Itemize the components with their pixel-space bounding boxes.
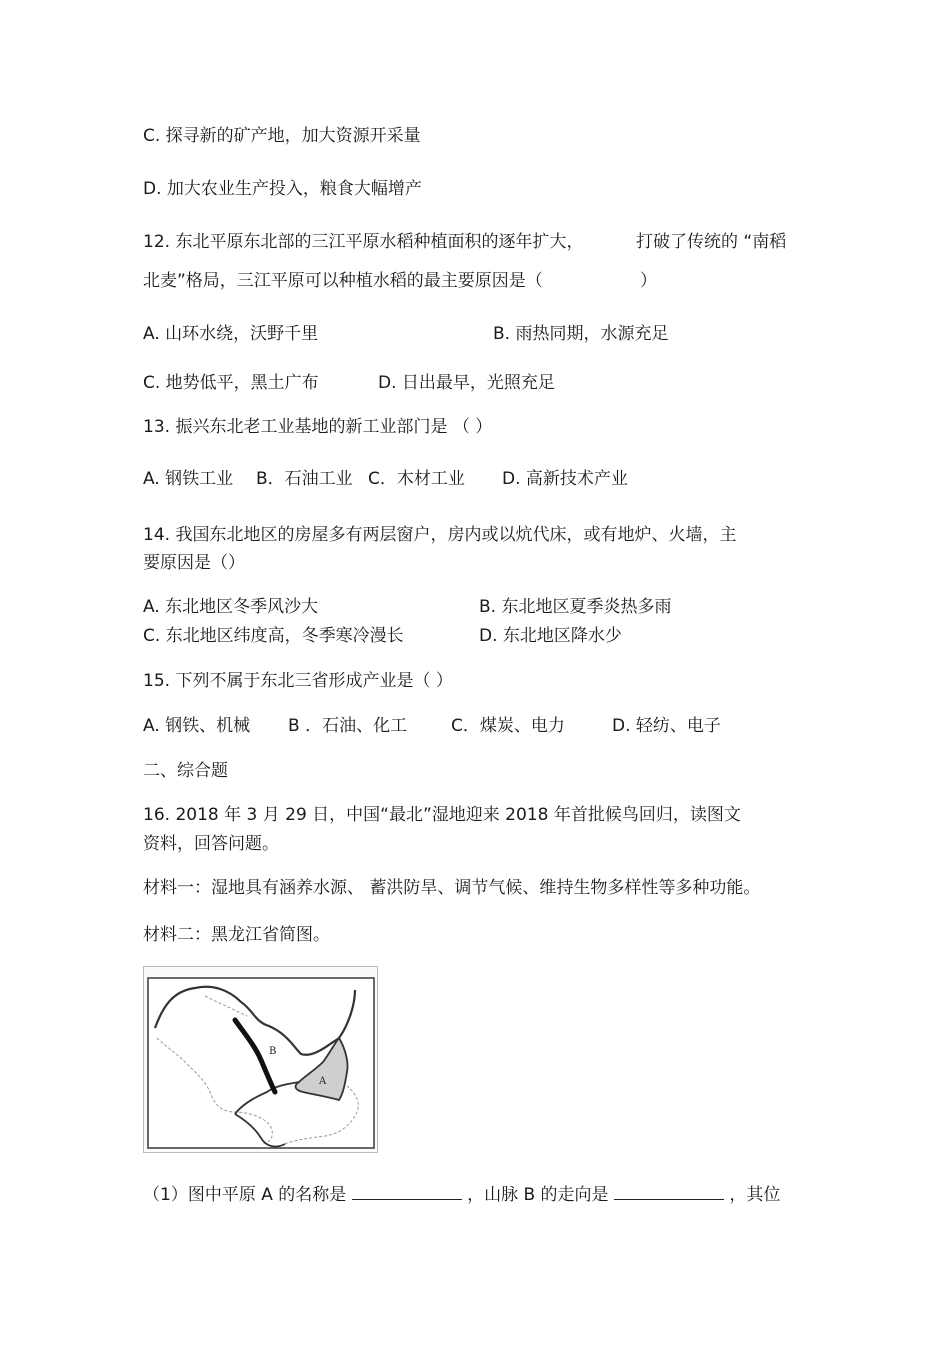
q13-option-c: C．木材工业 bbox=[368, 469, 465, 489]
q14-stem-line1: 14. 我国东北地区的房屋多有两层窗户，房内或以炕代床，或有地炉、火墙，主 bbox=[143, 525, 737, 545]
q14-option-c: C. 东北地区纬度高，冬季寒冷漫长 bbox=[143, 626, 404, 646]
answer-blank-mountain-direction[interactable] bbox=[614, 1183, 724, 1200]
material-one: 材料一：湿地具有涵养水源、 蓄洪防旱、调节气候、维持生物多样性等多种功能。 bbox=[143, 878, 761, 898]
q12-stem-line1b: 打破了传统的 “南稻 bbox=[636, 232, 787, 252]
answer-blank-plain-name[interactable] bbox=[352, 1183, 462, 1200]
q12-stem-line1a: 12. 东北平原东北部的三江平原水稻种植面积的逐年扩大， bbox=[143, 232, 584, 252]
q12-stem-paren: ） bbox=[640, 271, 657, 291]
q16-sub1-part2: ，山脉 B 的走向是 bbox=[467, 1185, 609, 1205]
q12-option-b: B. 雨热同期，水源充足 bbox=[493, 324, 669, 344]
q11-option-d: D. 加大农业生产投入，粮食大幅增产 bbox=[143, 179, 422, 199]
q15-stem: 15. 下列不属于东北三省形成产业是（ ） bbox=[143, 671, 453, 691]
map-label-b: B bbox=[269, 1046, 277, 1057]
q16-sub1-part1: （1）图中平原 A 的名称是 bbox=[143, 1185, 347, 1205]
q14-option-d: D. 东北地区降水少 bbox=[479, 626, 622, 646]
material-two: 材料二：黑龙江省简图。 bbox=[143, 925, 330, 945]
q11-option-c: C. 探寻新的矿产地，加大资源开采量 bbox=[143, 126, 421, 146]
q13-stem: 13. 振兴东北老工业基地的新工业部门是 （ ） bbox=[143, 417, 493, 437]
q14-stem-line2: 要原因是（） bbox=[143, 553, 245, 573]
q15-option-a: A. 钢铁、机械 bbox=[143, 716, 251, 736]
q12-stem-line2: 北麦”格局，三江平原可以种植水稻的最主要原因是（ bbox=[143, 271, 543, 291]
map-label-a: A bbox=[319, 1076, 327, 1087]
q15-option-b: B ．石油、化工 bbox=[288, 716, 408, 736]
q14-option-b: B. 东北地区夏季炎热多雨 bbox=[479, 597, 672, 617]
q16-sub1-line bbox=[143, 1183, 780, 1206]
q12-option-c: C. 地势低平，黑土广布 bbox=[143, 373, 319, 393]
q16-stem-line2: 资料，回答问题。 bbox=[143, 834, 279, 854]
q14-option-a: A. 东北地区冬季风沙大 bbox=[143, 597, 319, 617]
q13-option-d: D. 高新技术产业 bbox=[502, 469, 628, 489]
q16-sub1-part3: ，其位 bbox=[729, 1185, 781, 1205]
q12-option-d: D. 日出最早，光照充足 bbox=[378, 373, 555, 393]
q16-stem-line1: 16. 2018 年 3 月 29 日，中国“最北”湿地迎来 2018 年首批候鸟回归，读图文 bbox=[143, 805, 741, 825]
section-title: 二、综合题 bbox=[143, 761, 228, 781]
q12-option-a: A. 山环水绕，沃野千里 bbox=[143, 324, 319, 344]
q13-option-b: B．石油工业 bbox=[256, 469, 353, 489]
q15-option-c: C．煤炭、电力 bbox=[451, 716, 565, 736]
q13-option-a: A. 钢铁工业 bbox=[143, 469, 234, 489]
q15-option-d: D. 轻纺、电子 bbox=[612, 716, 721, 736]
heilongjiang-map bbox=[143, 966, 378, 1153]
